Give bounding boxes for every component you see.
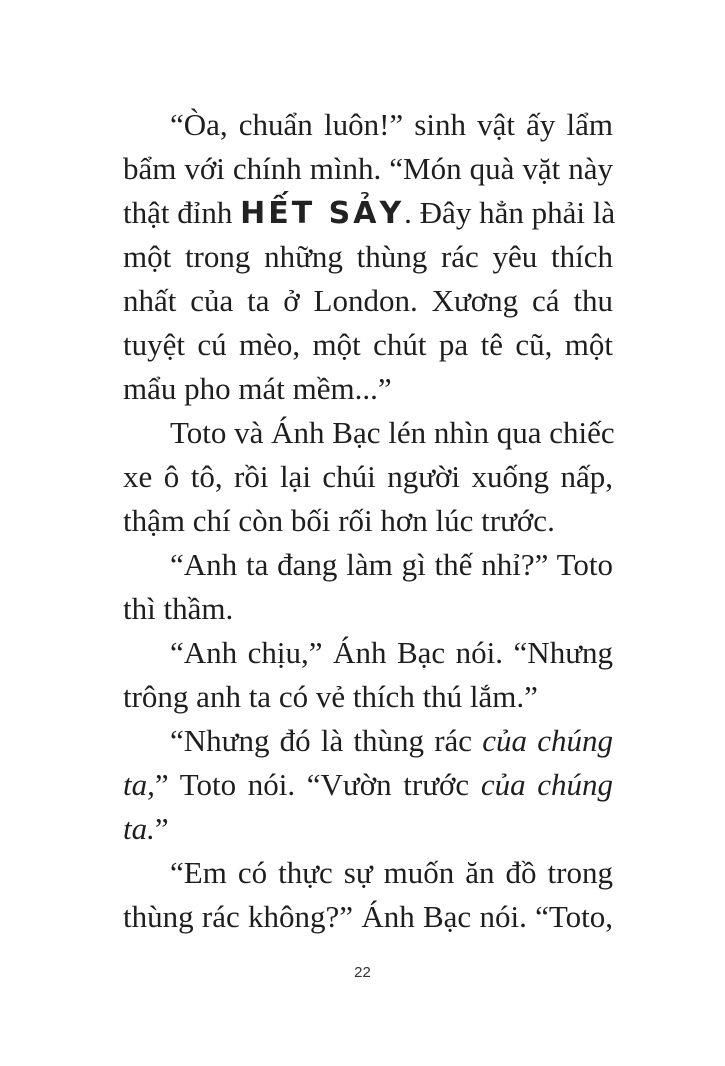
text-line-14 [123, 675, 613, 719]
text-line-19 [123, 895, 613, 939]
text-line-4-content: một trong những thùng rác yêu thích [123, 239, 613, 274]
text-line-13-content: “Anh chịu,” Ánh Bạc nói. “Nhưng [170, 635, 613, 670]
text-line-11 [170, 543, 613, 587]
text-line-7 [123, 367, 613, 411]
text-line-15 [170, 719, 613, 763]
text-line-1 [170, 103, 613, 147]
text-line-7-content: mẩu pho mát mềm...” [123, 371, 392, 406]
emphasized-shout-text: HẾT SẢY [240, 196, 405, 231]
text-line-3-end: . Đây hẳn phải là [404, 195, 616, 230]
text-line-18 [170, 851, 613, 895]
page-number: 22 [354, 964, 371, 981]
italic-text: của chúng [482, 723, 613, 758]
text-line-12-content: thì thầm. [123, 591, 234, 626]
text-line-12 [123, 587, 613, 631]
text-line-4 [123, 235, 613, 279]
text-line-18-content: “Em có thực sự muốn ăn đồ trong [170, 855, 613, 890]
text-line-14-content: trông anh ta có vẻ thích thú lắm.” [123, 679, 538, 714]
text-line-13 [170, 631, 613, 675]
text-line-2-content: bẩm với chính mình. “Món quà vặt này [123, 151, 613, 186]
text-line-9-content: xe ô tô, rồi lại chúi người xuống nấp, [123, 459, 613, 494]
italic-text: ta, [123, 767, 155, 802]
text-line-3 [123, 191, 616, 235]
closing-quote: ” [154, 811, 169, 846]
italic-text: ta. [123, 811, 155, 846]
text-line-8 [170, 411, 613, 455]
text-line-10 [123, 499, 613, 543]
text-line-2 [123, 147, 613, 191]
text-line-5 [123, 279, 613, 323]
text-line-8-content: Toto và Ánh Bạc lén nhìn qua chiếc [170, 415, 615, 450]
italic-text: của chúng [480, 767, 613, 802]
text-line-16 [123, 763, 613, 807]
text-line-15-start: “Nhưng đó là thùng rác [170, 723, 473, 758]
text-line-5-content: nhất của ta ở London. Xương cá thu [123, 283, 613, 318]
text-line-10-content: thậm chí còn bối rối hơn lúc trước. [123, 503, 555, 538]
text-line-19-content: thùng rác không?” Ánh Bạc nói. “Toto, [123, 899, 613, 934]
text-line-17 [123, 807, 613, 851]
text-line-3-start: thật đỉnh [123, 195, 233, 230]
text-line-16-middle: ” Toto nói. “Vườn trước [154, 767, 470, 802]
text-line-11-content: “Anh ta đang làm gì thế nhỉ?” Toto [170, 547, 613, 582]
text-line-9 [123, 455, 613, 499]
text-line-1-content: “Òa, chuẩn luôn!” sinh vật ấy lẩm [170, 107, 613, 142]
text-line-6-content: tuyệt cú mèo, một chút pa tê cũ, một [123, 327, 613, 362]
text-line-6 [123, 323, 613, 367]
